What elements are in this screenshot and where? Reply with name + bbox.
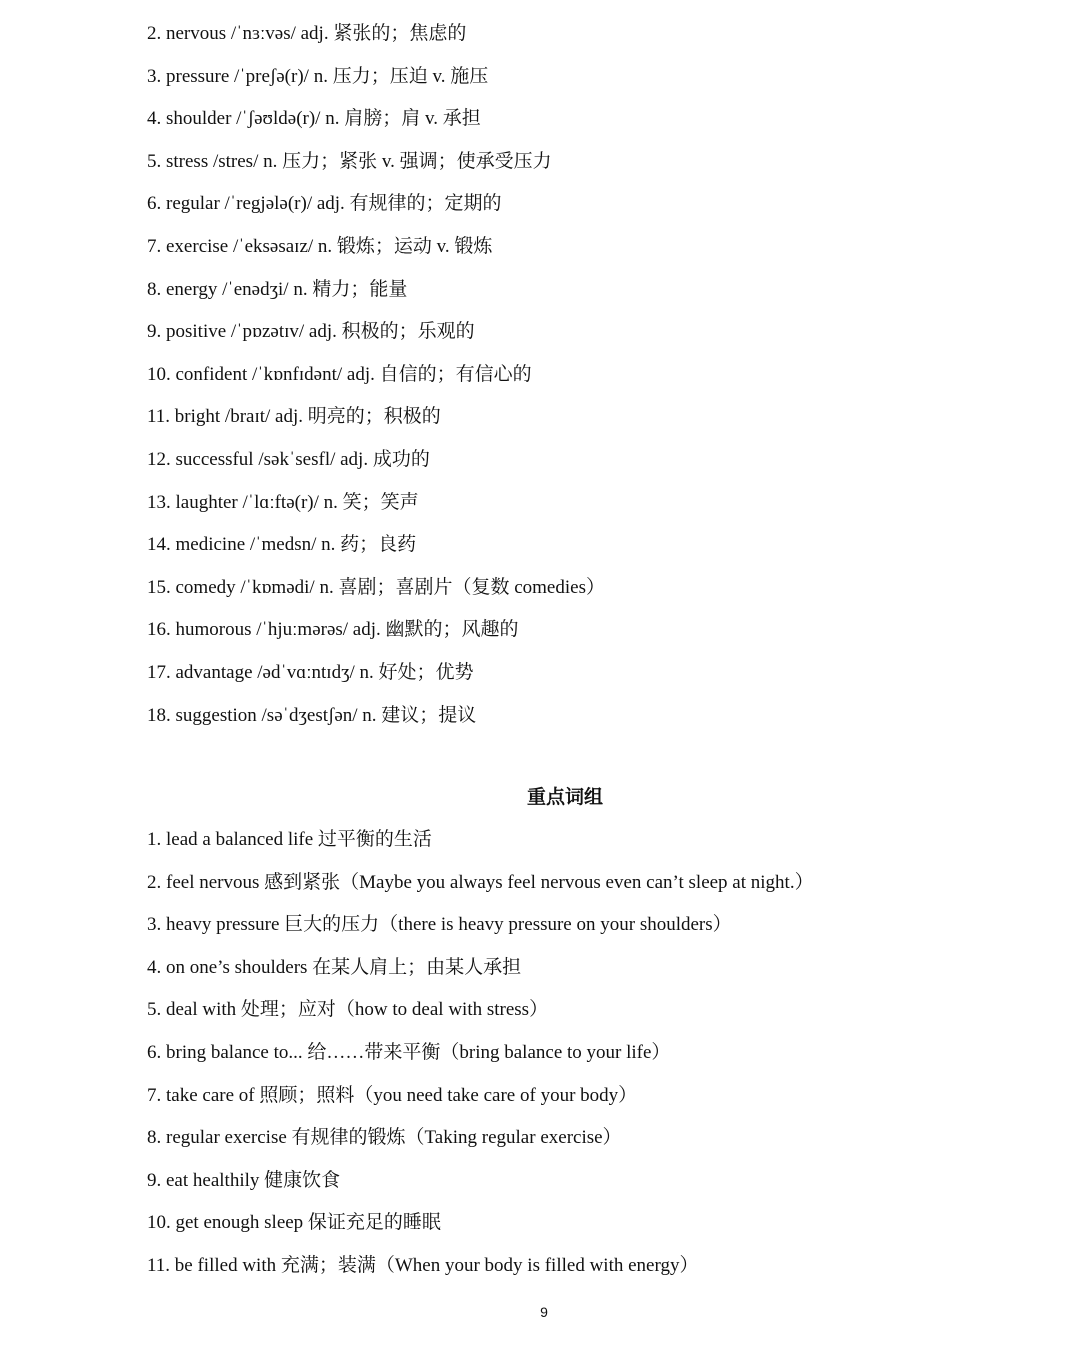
- phrase-item: 2. feel nervous 感到紧张（Maybe you always feel nervous even can’t sleep at night.）: [147, 871, 814, 893]
- vocab-item: 15. comedy /ˈkɒmədi/ n. 喜剧；喜剧片（复数 comedies）: [147, 576, 605, 598]
- phrase-item: 3. heavy pressure 巨大的压力（there is heavy pressure on your shoulders）: [147, 914, 732, 936]
- vocab-item: 14. medicine /ˈmedsn/ n. 药；良药: [147, 534, 417, 556]
- vocab-item: 17. advantage /ədˈvɑːntɪdʒ/ n. 好处；优势: [147, 661, 474, 683]
- vocab-item: 7. exercise /ˈeksəsaɪz/ n. 锻炼；运动 v. 锻炼: [147, 235, 493, 257]
- vocab-item: 11. bright /braɪt/ adj. 明亮的；积极的: [147, 406, 441, 428]
- vocabulary-list: [147, 19, 605, 743]
- phrase-item: 4. on one’s shoulders 在某人肩上；由某人承担: [147, 956, 522, 978]
- vocab-item: 16. humorous /ˈhjuːmərəs/ adj. 幽默的；风趣的: [147, 619, 519, 641]
- vocab-item: 10. confident /ˈkɒnfɪdənt/ adj. 自信的；有信心的: [147, 363, 532, 385]
- vocab-item: 13. laughter /ˈlɑːftə(r)/ n. 笑；笑声: [147, 491, 419, 513]
- phrase-item: 8. regular exercise 有规律的锻炼（Taking regular exercise）: [147, 1127, 622, 1149]
- phrases-section-title: 重点词组: [526, 787, 603, 808]
- page-number: 9: [540, 1304, 548, 1320]
- vocab-item: 2. nervous /ˈnɜːvəs/ adj. 紧张的；焦虑的: [147, 23, 467, 44]
- vocab-item: 6. regular /ˈregjələ(r)/ adj. 有规律的；定期的: [147, 193, 502, 215]
- phrase-item: 5. deal with 处理；应对（how to deal with stress）: [147, 999, 549, 1021]
- phrase-item: 9. eat healthily 健康饮食: [147, 1169, 341, 1191]
- phrase-item: 1. lead a balanced life 过平衡的生活: [147, 829, 432, 850]
- vocab-item: 12. successful /səkˈsesfl/ adj. 成功的: [147, 448, 430, 470]
- vocab-item: 5. stress /stres/ n. 压力；紧张 v. 强调；使承受压力: [147, 150, 552, 172]
- vocab-item: 9. positive /ˈpɒzətɪv/ adj. 积极的；乐观的: [147, 321, 475, 343]
- phrase-item: 11. be filled with 充满；装满（When your body is filled with energy）: [147, 1254, 699, 1276]
- vocab-item: 3. pressure /ˈpreʃə(r)/ n. 压力；压迫 v. 施压: [147, 65, 489, 87]
- phrase-item: 7. take care of 照顾；照料（you need take care of your body）: [147, 1084, 638, 1106]
- vocab-item: 8. energy /ˈenədʒi/ n. 精力；能量: [147, 278, 408, 300]
- phrase-item: 10. get enough sleep 保证充足的睡眠: [147, 1212, 441, 1234]
- phrases-list: [147, 825, 814, 1294]
- vocab-item: 18. suggestion /səˈdʒestʃən/ n. 建议；提议: [147, 704, 477, 726]
- phrase-item: 6. bring balance to... 给……带来平衡（bring balance to your life）: [147, 1041, 671, 1063]
- vocab-item: 4. shoulder /ˈʃəʊldə(r)/ n. 肩膀；肩 v. 承担: [147, 108, 481, 130]
